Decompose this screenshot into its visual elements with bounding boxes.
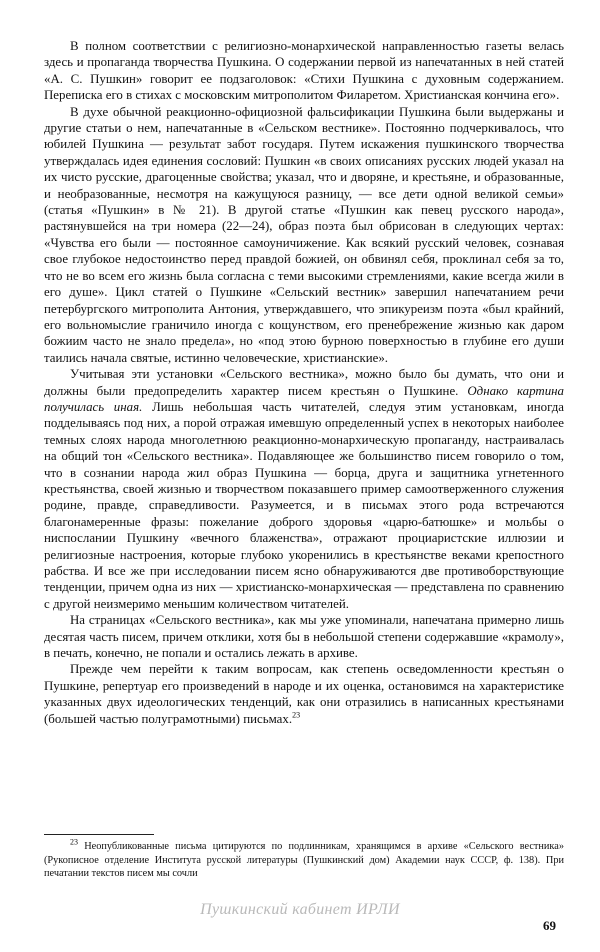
paragraph-5-text: Прежде чем перейти к таким вопросам, как степень осведомленности крестьян о Пушкине, репертуар его произведений в народе и их оценка, остановимся на характеристике указанных двух идеологических тенденций, как они отразились в написанных крестьянами (большей частью полуграмотными) письмах. <box>44 662 564 726</box>
paragraph-3 <box>44 366 564 612</box>
footnote-text: Неопубликованные письма цитируются по подлинникам, хранящимся в архиве «Сельского вестника» (Рукописное отделение Института русской литературы (Пушкинский дом) Академии наук СССР, ф. 138). При печатании текстов писем мы сочли <box>44 841 564 880</box>
paragraph-3-start: Учитывая эти установки «Сельского вестника», можно было бы думать, что они и должны были предопределить характер писем крестьян о Пушкине. <box>44 367 564 398</box>
paragraph-5 <box>44 661 564 727</box>
page-number: 69 <box>543 918 556 933</box>
library-watermark: Пушкинский кабинет ИРЛИ <box>200 901 400 918</box>
page-body <box>44 38 564 727</box>
paragraph-2: В духе обычной реакционно-официозной фальсификации Пушкина были выдержаны и другие статьи о нем, напечатанные в «Сельском вестнике». Постоянно подчеркивалось, что юбилей Пушкина — результат забот государя. Путем искажения пушкинского творчества утверждалась идея единения сословий: Пушкин «в своих описаниях русских людей указал на их чисто русские, драгоценные свойства; указал, что и дворяне, и крестьяне, и образованные, и необразованные, несмотря на кажущуюся разницу, — все дети одной великой семьи» (статья «Пушкин» в № 21). В другой статье «Пушкин как певец русского народа», растянувшейся на три номера (22—24), образ поэта был обрисован в следующих чертах: «Чувства его были — постоянное самоуничижение. Как всякий русский человек, сознавая свое глубокое недостоинство перед правдой божией, он обвинял себя, проклинал себя за то, что не во всем его жизнь была согласна с теми высокими стремлениями, какие всегда жили в его душе». Цикл статей о Пушкине «Сельский вестник» завершил напечатанием речи петербургского митрополита Антония, утверждавшего, что эпикуреизм поэта «был крайний, его вольномыслие граничило иногда с кощунством, его пренебрежение жизнью как даром божиим часто не знало предела», но «под этою бурною поверхностью в глубине его души таились начала святые, истинно человеческие, христианские». <box>44 104 564 365</box>
footnote <box>44 837 564 881</box>
footnote-divider <box>44 834 154 835</box>
paragraph-1: В полном соответствии с религиозно-монархической направленностью газеты велась здесь и пропаганда творчества Пушкина. О содержании первой из напечатанных в ней статей «А. С. Пушкин» говорит ее подзаголовок: «Стихи Пушкина с духовным содержанием. Переписка его в стихах с московским митрополитом Филаретом. Христианская кончина его». <box>44 39 564 103</box>
footnote-marker: 23 <box>70 837 78 847</box>
paragraph-3-rest: Лишь небольшая часть читателей, следуя этим установкам, иногда подделываясь под них, а порой отражая имевшую определенный успех в некоторых наиболее темных слоях народа многолетнюю реакционно-монархическую пропаганду, настраивалась на общий тон «Сельского вестника». Подавляющее же большинство писем говорило о том, что в сознании народа жил образ Пушкина — борца, друга и защитника угнетенного крестьянства, своей жизнью и творчеством показавшего пример самоотверженного служения родине, правде, справедливости. Разумеется, и в письмах этого рода встречаются благонамеренные фразы: пожелание доброго здоровья «царю-батюшке» и мольбы о ниспослании Пушкину «вечного блаженства», отражают проциаристские иллюзии и религиозные настроения, которые глубоко укоренились в крестьянстве веками крепостного рабства. И все же при исследовании писем ясно обнаруживаются две противоборствующие тенденции, причем одна из них — христианско-монархическая — представлена по сравнению с другой неизмеримо меньшим количеством читателей. <box>44 399 564 611</box>
footnote-reference: 23 <box>292 710 301 720</box>
paragraph-3-italic-phrase: Однако картина получилась иная. <box>44 383 564 414</box>
paragraph-4: На страницах «Сельского вестника», как мы уже упоминали, напечатана примерно лишь десятая часть писем, причем отклики, хотя бы в небольшой степени содержавшие «крамолу», в печать, конечно, не попали и остались лежать в архиве. <box>44 613 564 661</box>
